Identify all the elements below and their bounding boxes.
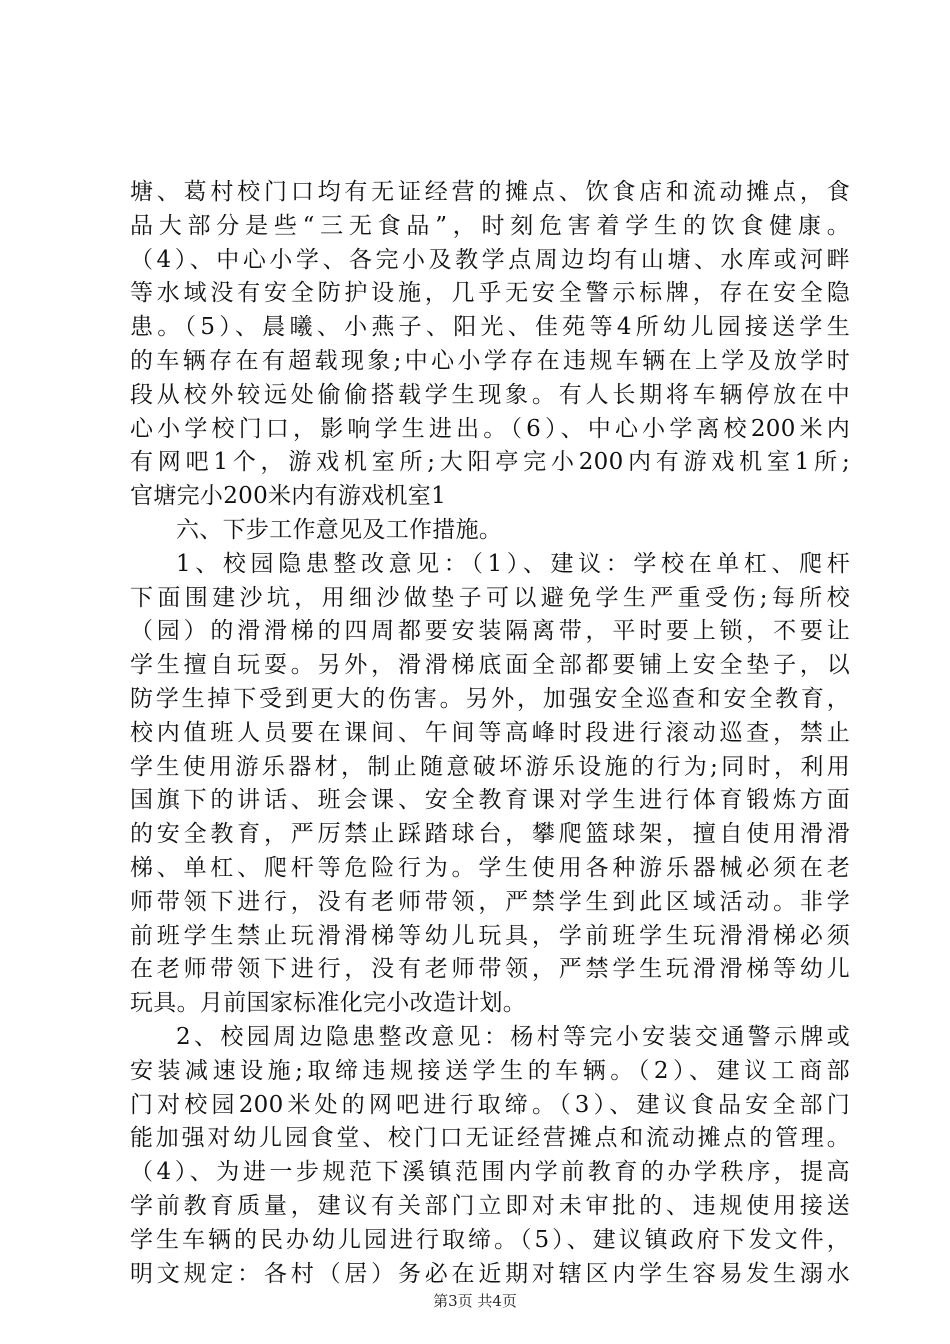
text-line: 官塘完小200米内有游戏机室1 [130,483,447,510]
text-line: 塘、葛村校门口均有无证经营的摊点、饮食店和流动摊点，食 [130,179,850,205]
page-number: 第3页 共4页 [433,1292,517,1310]
text-line: 下面围建沙坑，用细沙做垫子可以避免学生严重受伤;每所校 [130,584,850,611]
text-line: 门对校园200米处的网吧进行取缔。（3）、建议食品安全部门 [130,1091,850,1118]
text-line: 学生使用游乐器材，制止随意破坏游乐设施的行为;同时，利用 [130,753,850,780]
text-line: 品大部分是些“三无食品”，时刻危害着学生的饮食健康。 [130,212,850,239]
text-line: 玩具。月前国家标准化完小改造计划。 [130,990,527,1017]
text-line: 的车辆存在有超载现象;中心小学存在违规车辆在上学及放学时 [130,347,850,374]
text-line: 前班学生禁止玩滑滑梯等幼儿玩具，学前班学生玩滑滑梯必须 [130,922,850,949]
text-line: 学前教育质量，建议有关部门立即对未审批的、违规使用接送 [130,1192,850,1219]
text-line: 国旗下的讲话、班会课、安全教育课对学生进行体育锻炼方面 [130,787,850,814]
text-line: 安装减速设施;取缔违规接送学生的车辆。（2）、建议工商部 [130,1057,850,1084]
text-line: 学生擅自玩耍。另外，滑滑梯底面全部都要铺上安全垫子，以 [130,652,850,679]
text-line: 梯、单杠、爬杆等危险行为。学生使用各种游乐器械必须在老 [130,854,850,881]
document-body [130,176,850,1291]
text-line: （4）、为进一步规范下溪镇范围内学前教育的办学秩序，提高 [130,1159,850,1186]
text-line: 患。（5）、晨曦、小燕子、阳光、佳苑等4所幼儿园接送学生 [130,314,850,341]
text-line: 心小学校门口，影响学生进出。（6）、中心小学离校200米内 [130,415,850,442]
text-line: 等水域没有安全防护设施，几乎无安全警示标牌，存在安全隐 [130,280,850,307]
text-line: 明文规定：各村（居）务必在近期对辖区内学生容易发生溺水 [130,1260,850,1287]
text-line: 能加强对幼儿园食堂、校门口无证经营摊点和流动摊点的管理。 [130,1125,850,1152]
text-line: 师带领下进行，没有老师带领，严禁学生到此区域活动。非学 [130,888,850,915]
paragraph-start: 1、校园隐患整改意见：（1）、建议：学校在单杠、爬杆 [176,550,850,577]
text-line: 校内值班人员要在课间、午间等高峰时段进行滚动巡查，禁止 [130,719,850,746]
text-line: 在老师带领下进行，没有老师带领，严禁学生玩滑滑梯等幼儿 [130,956,850,983]
paragraph-start: 2、校园周边隐患整改意见：杨村等完小安装交通警示牌或 [176,1023,850,1050]
text-line: 的安全教育，严厉禁止踩踏球台，攀爬篮球架，擅自使用滑滑 [130,821,850,848]
text-line: （4）、中心小学、各完小及教学点周边均有山塘、水库或河畔 [130,246,850,273]
text-line: 学生车辆的民办幼儿园进行取缔。（5）、建议镇政府下发文件， [130,1226,850,1253]
text-line: 防学生掉下受到更大的伤害。另外，加强安全巡查和安全教育， [130,685,850,712]
section-heading: 六、下步工作意见及工作措施。 [176,516,503,543]
text-line: 有网吧1个，游戏机室所;大阳亭完小200内有游戏机室1所; [130,449,850,476]
text-line: 段从校外较远处偷偷搭载学生现象。有人长期将车辆停放在中 [130,381,850,408]
text-line: （园）的滑滑梯的四周都要安装隔离带，平时要上锁，不要让 [130,618,850,645]
